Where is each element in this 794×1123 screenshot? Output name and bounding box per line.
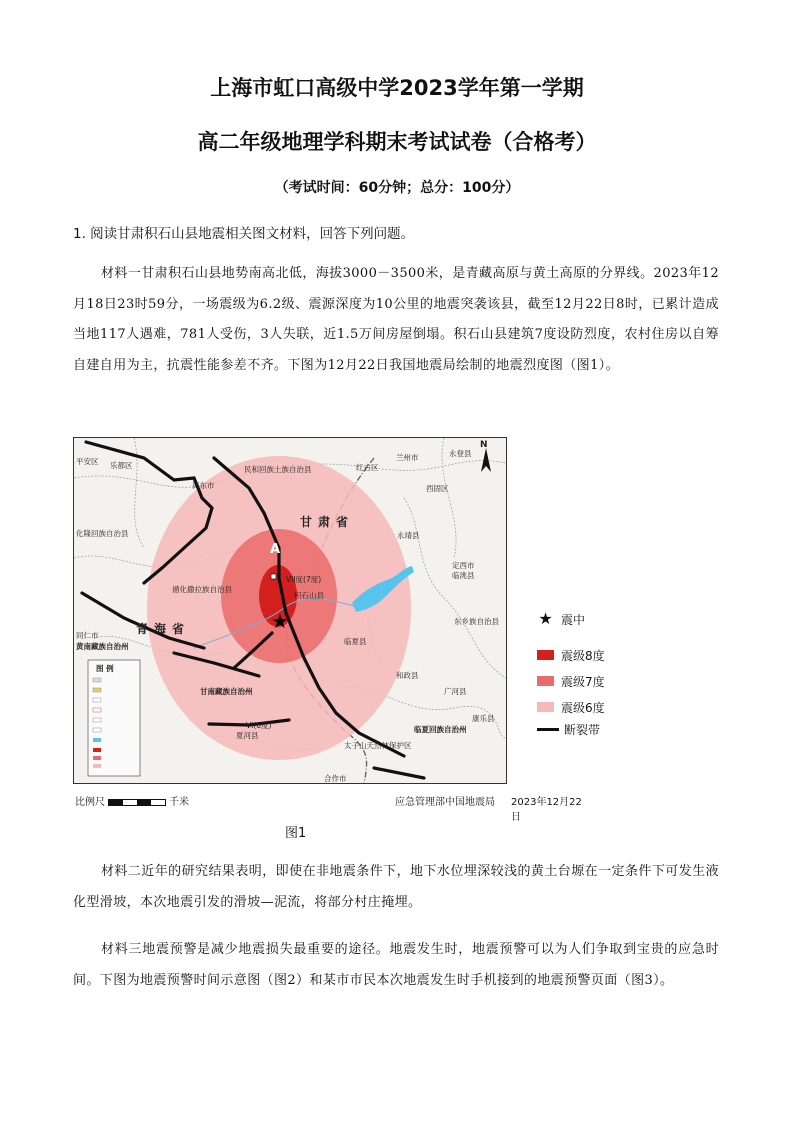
label-dingxi: 定西市 <box>452 561 475 570</box>
material-2-paragraph: 材料二近年的研究结果表明，即使在非地震条件下，地下水位埋深较浅的黄土台塬在一定条件下可发生液化型滑坡，本次地震引发的滑坡—泥流，将部分村庄掩埋。 <box>73 864 719 910</box>
map-frame <box>73 437 507 784</box>
label-vii: VII度(7度) <box>286 575 322 584</box>
epicenter-star-icon: ★ <box>538 609 553 628</box>
legend-epicenter-label: 震中 <box>561 612 586 627</box>
legend-fault-label: 断裂带 <box>564 722 601 737</box>
seismic-intensity-map <box>73 437 585 823</box>
label-tongren: 同仁市 <box>76 631 99 640</box>
epicenter-star-icon: ★ <box>271 609 289 633</box>
inset-legend-title: 图 例 <box>96 664 114 673</box>
label-guanghe: 广河县 <box>444 687 467 696</box>
label-lintao: 临洮县 <box>452 571 475 580</box>
label-vi: VI(6度) <box>246 721 272 730</box>
scale-bar <box>75 793 189 808</box>
scale-bar-graphic <box>108 799 166 806</box>
figure1-caption: 图1 <box>285 826 307 841</box>
label-linxia-county: 临夏县 <box>344 637 367 646</box>
scale-unit: 千米 <box>169 797 189 808</box>
label-gannan: 甘南藏族自治州 <box>200 687 253 696</box>
material-1-paragraph: 材料一甘肃积石山县地势南高北低，海拔3000－3500米，是青藏高原与黄土高原的分界线。2023年12月18日23时59分，一场震级为6.2级、震源深度为10公里的地震突袭该县，截至12月22日8时，已累计造成当地117人遇难，781人受伤，3人失联，近1.5万间房屋倒塌。积石山县建筑7度设防烈度，农村住房以自筹自建自用为主，抗震性能参差不齐。下图为12月22日我国地震局绘制的地震烈度图（图1）。 <box>73 266 719 373</box>
scale-label: 比例尺 <box>75 797 105 808</box>
province-gansu-label: 甘肃省 <box>300 515 355 529</box>
exam-subtitle: （考试时间：60分钟；总分：100分） <box>274 180 520 196</box>
legend-intensity7 <box>537 672 605 690</box>
label-dongxiang: 东乡族自治县 <box>454 617 499 626</box>
label-xunhua: 循化撒拉族自治县 <box>172 585 232 594</box>
label-yongjing: 永靖县 <box>397 531 420 540</box>
legend-intensity8 <box>537 646 605 664</box>
material-3-paragraph: 材料三地震预警是减少地震损失最重要的途径。地震发生时，地震预警可以为人们争取到宝贵的应急时间。下图为地震预警时间示意图（图2）和某市市民本次地震发生时手机接到的地震预警页面（图3）。 <box>73 942 719 988</box>
label-haidong: 海东市 <box>192 481 215 490</box>
label-kangle: 康乐县 <box>472 714 495 723</box>
label-hualong: 化隆回族自治县 <box>76 529 129 538</box>
label-xiahe: 夏河县 <box>236 731 259 740</box>
province-qinghai-label: 青海省 <box>136 622 191 636</box>
label-linxia-pref: 临夏回族自治州 <box>414 725 467 734</box>
legend-intensity6-label: 震级6度 <box>561 700 605 715</box>
map-date: 2023年12月22日 <box>511 797 582 823</box>
label-minhe: 民和回族土族自治县 <box>244 465 312 474</box>
map-credit: 应急管理部中国地震局 <box>395 797 495 808</box>
map-footer <box>73 789 585 823</box>
fault-line-icon <box>537 728 559 731</box>
legend-epicenter <box>537 610 585 628</box>
legend-intensity8-label: 震级8度 <box>561 648 605 663</box>
label-honggu: 红古区 <box>356 463 379 472</box>
north-label: N <box>480 440 488 450</box>
label-hezheng: 和政县 <box>396 671 419 680</box>
exam-title-line1: 上海市虹口高级中学2023学年第一学期 <box>210 76 584 100</box>
exam-title-line2: 高二年级地理学科期末考试试卷（合格考） <box>197 130 597 154</box>
north-arrow-icon <box>481 448 491 472</box>
legend-intensity6 <box>537 698 605 716</box>
label-yongdeng: 永登县 <box>449 449 472 458</box>
label-pingan: 平安区 <box>76 457 99 466</box>
question-stem: 1. 阅读甘肃积石山县地震相关图文材料，回答下列问题。 <box>73 226 415 242</box>
label-hezuo: 合作市 <box>324 774 347 783</box>
label-huangnan: 黄南藏族自治州 <box>76 642 129 651</box>
point-a-marker <box>271 574 276 579</box>
intensity8-swatch <box>537 650 554 660</box>
intensity7-swatch <box>537 676 554 686</box>
legend-fault <box>537 720 600 738</box>
intensity6-swatch <box>537 702 554 712</box>
label-taizishan: 太子山天然林保护区 <box>344 741 412 750</box>
legend-intensity7-label: 震级7度 <box>561 674 605 689</box>
point-a-label: A <box>270 542 281 557</box>
label-xigu: 西固区 <box>426 484 449 493</box>
label-lanzhou: 兰州市 <box>396 453 419 462</box>
label-jishishan: 积石山县 <box>294 591 324 600</box>
label-ledu: 乐都区 <box>110 461 133 470</box>
